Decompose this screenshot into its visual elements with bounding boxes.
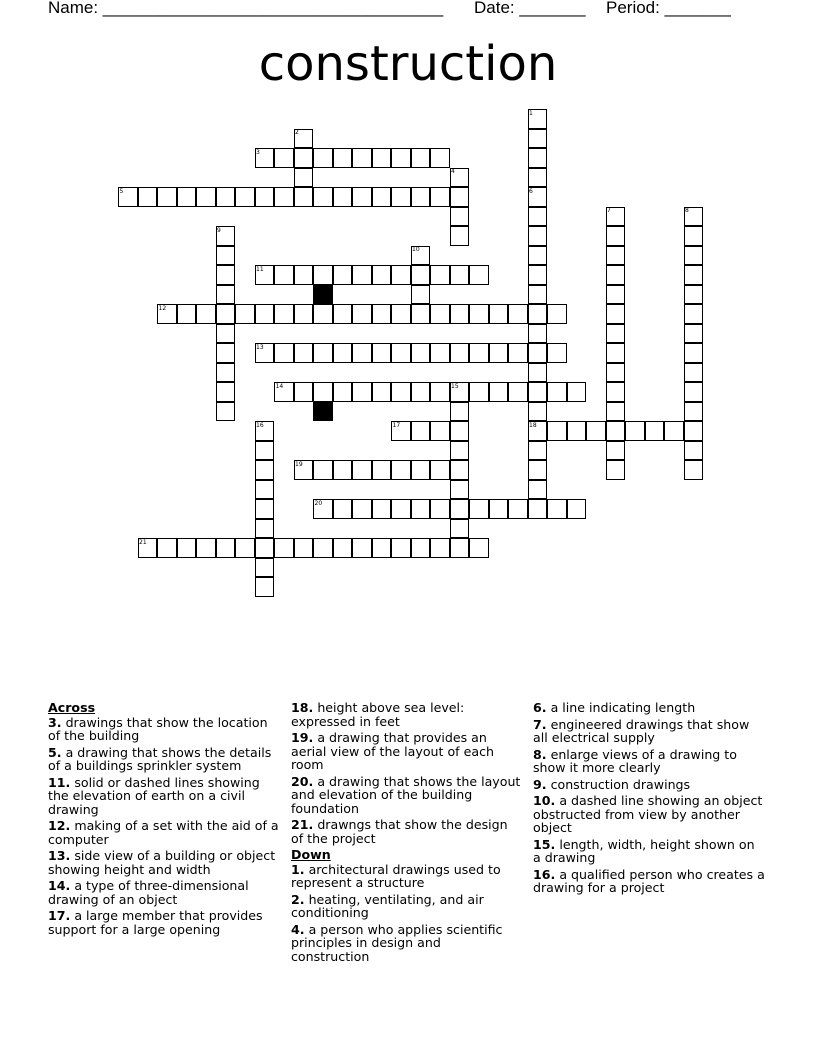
- clue-number: 11: [256, 265, 264, 273]
- clue-item-number: 21.: [291, 817, 314, 832]
- across-heading: Across: [48, 700, 96, 715]
- grid-cell[interactable]: [391, 304, 411, 324]
- grid-cell[interactable]: [684, 343, 704, 363]
- clue-item-text: drawngs that show the design of the project: [291, 817, 508, 846]
- grid-cell[interactable]: [274, 538, 294, 558]
- grid-cell[interactable]: [567, 382, 587, 402]
- grid-cell[interactable]: [528, 343, 548, 363]
- grid-cell[interactable]: [372, 148, 392, 168]
- grid-cell[interactable]: [450, 402, 470, 422]
- clue-item: [48, 849, 280, 876]
- grid-cell[interactable]: [430, 304, 450, 324]
- grid-cell[interactable]: [450, 421, 470, 441]
- clue-item-text: a large member that provides support for a large opening: [48, 908, 263, 937]
- grid-cell[interactable]: [352, 538, 372, 558]
- clue-item-text: a qualified person who creates a drawing for a project: [533, 866, 765, 895]
- clue-item-number: 15.: [533, 836, 556, 852]
- grid-cell[interactable]: [469, 538, 489, 558]
- grid-cell[interactable]: [528, 129, 548, 149]
- grid-cell[interactable]: [664, 421, 684, 441]
- grid-cell[interactable]: [547, 421, 567, 441]
- grid-cell[interactable]: [606, 460, 626, 480]
- grid-cell[interactable]: [606, 226, 626, 246]
- grid-cell[interactable]: [469, 265, 489, 285]
- clue-item-number: 8.: [533, 746, 547, 762]
- grid-cell[interactable]: [313, 304, 333, 324]
- grid-cell[interactable]: [528, 480, 548, 500]
- grid-cell[interactable]: [274, 265, 294, 285]
- grid-cell[interactable]: [450, 187, 470, 207]
- grid-cell[interactable]: [294, 148, 314, 168]
- clue-item: [533, 718, 765, 745]
- grid-cell[interactable]: [255, 441, 275, 461]
- clue-number: 2: [295, 129, 299, 136]
- grid-cell[interactable]: [352, 187, 372, 207]
- grid-cell[interactable]: [606, 363, 626, 383]
- grid-cell[interactable]: [196, 187, 216, 207]
- grid-cell[interactable]: [372, 343, 392, 363]
- grid-cell[interactable]: [255, 304, 275, 324]
- grid-cell[interactable]: [430, 382, 450, 402]
- clue-item-text: a person who applies scientific principles in design and construction: [291, 921, 503, 964]
- grid-cell[interactable]: [196, 304, 216, 324]
- grid-cell[interactable]: [411, 148, 431, 168]
- clue-item-text: heating, ventilating, and air conditioning: [291, 891, 484, 920]
- clue-item-number: 20.: [291, 773, 314, 789]
- clue-item-text: a dashed line showing an object obstructed from view by another object: [533, 793, 763, 835]
- grid-cell[interactable]: [684, 382, 704, 402]
- clue-item: [533, 838, 765, 865]
- clue-item: [48, 716, 280, 743]
- clue-item: [48, 746, 280, 773]
- grid-cell[interactable]: [547, 499, 567, 519]
- clue-item-text: a type of three-dimensional drawing of an object: [48, 878, 249, 907]
- grid-cell[interactable]: [177, 538, 197, 558]
- grid-cell[interactable]: [606, 265, 626, 285]
- grid-cell[interactable]: [528, 226, 548, 246]
- grid-cell[interactable]: [606, 285, 626, 305]
- grid-cell[interactable]: [684, 265, 704, 285]
- grid-cell[interactable]: [606, 324, 626, 344]
- grid-cell[interactable]: [528, 285, 548, 305]
- grid-cell[interactable]: [411, 382, 431, 402]
- clue-column-3: [533, 701, 765, 898]
- clue-column-1: [48, 701, 280, 939]
- clue-item-text: a drawing that shows the layout and elevation of the building foundation: [291, 773, 521, 816]
- clue-item: [48, 909, 280, 936]
- clue-number: 12: [158, 304, 167, 312]
- clue-item-text: a drawing that shows the details of a buildings sprinkler system: [48, 744, 272, 773]
- clue-number: 19: [295, 460, 303, 468]
- grid-cell[interactable]: [606, 343, 626, 363]
- clue-item: [291, 731, 523, 772]
- grid-cell[interactable]: [255, 499, 275, 519]
- puzzle-title: construction: [258, 36, 558, 92]
- grid-cell[interactable]: [274, 304, 294, 324]
- clue-item: [533, 794, 765, 835]
- grid-cell[interactable]: [684, 460, 704, 480]
- clue-item-text: enlarge views of a drawing to show it more clearly: [533, 746, 737, 775]
- grid-cell[interactable]: [606, 441, 626, 461]
- grid-cell[interactable]: [606, 382, 626, 402]
- grid-cell[interactable]: [469, 499, 489, 519]
- grid-cell[interactable]: [294, 343, 314, 363]
- grid-cell[interactable]: [528, 363, 548, 383]
- grid-cell[interactable]: [450, 226, 470, 246]
- grid-cell[interactable]: [528, 265, 548, 285]
- grid-cell[interactable]: [450, 499, 470, 519]
- grid-cell[interactable]: [333, 187, 353, 207]
- grid-cell[interactable]: [528, 207, 548, 227]
- grid-cell[interactable]: [313, 343, 333, 363]
- clue-item-number: 3.: [48, 714, 62, 730]
- grid-cell[interactable]: [274, 343, 294, 363]
- grid-cell[interactable]: [255, 519, 275, 539]
- grid-cell[interactable]: [586, 421, 606, 441]
- clue-item-number: 6.: [533, 700, 547, 715]
- grid-cell[interactable]: [294, 304, 314, 324]
- grid-cell[interactable]: [216, 324, 236, 344]
- grid-cell[interactable]: [430, 538, 450, 558]
- clue-number: 1: [529, 109, 533, 117]
- clue-item: [48, 819, 280, 846]
- clue-item-number: 18.: [291, 700, 314, 715]
- date-field-label[interactable]: Date: _______: [474, 0, 586, 17]
- grid-cell[interactable]: [391, 499, 411, 519]
- grid-cell[interactable]: [255, 460, 275, 480]
- clue-number: 5: [119, 187, 124, 195]
- grid-cell[interactable]: [606, 304, 626, 324]
- grid-cell[interactable]: [489, 343, 509, 363]
- grid-cell[interactable]: [313, 187, 333, 207]
- grid-cell[interactable]: [430, 460, 450, 480]
- grid-cell[interactable]: [450, 265, 470, 285]
- grid-cell[interactable]: [625, 421, 645, 441]
- grid-cell[interactable]: [528, 246, 548, 266]
- grid-cell[interactable]: [333, 460, 353, 480]
- clue-item-text: a line indicating length: [546, 700, 696, 715]
- grid-cell[interactable]: [489, 499, 509, 519]
- grid-cell[interactable]: [352, 499, 372, 519]
- grid-cell[interactable]: [216, 265, 236, 285]
- clue-column-2: [291, 701, 523, 966]
- clue-item-number: 7.: [533, 716, 547, 732]
- grid-cell[interactable]: [450, 207, 470, 227]
- grid-cell[interactable]: [235, 304, 255, 324]
- grid-cell[interactable]: [333, 499, 353, 519]
- grid-cell[interactable]: [547, 304, 567, 324]
- grid-cell[interactable]: [352, 148, 372, 168]
- grid-cell[interactable]: [372, 187, 392, 207]
- grid-cell[interactable]: [391, 187, 411, 207]
- grid-cell[interactable]: [528, 304, 548, 324]
- grid-cell[interactable]: [235, 538, 255, 558]
- grid-cell[interactable]: [469, 304, 489, 324]
- grid-cell[interactable]: [352, 382, 372, 402]
- grid-cell[interactable]: [411, 265, 431, 285]
- grid-cell[interactable]: [528, 402, 548, 422]
- grid-cell[interactable]: [684, 246, 704, 266]
- grid-cell[interactable]: [294, 265, 314, 285]
- grid-cell[interactable]: [216, 538, 236, 558]
- grid-cell[interactable]: [372, 538, 392, 558]
- grid-cell[interactable]: [684, 441, 704, 461]
- grid-cell[interactable]: [313, 265, 333, 285]
- clue-item-number: 14.: [48, 878, 71, 893]
- grid-cell[interactable]: [216, 304, 236, 324]
- clue-number: 3: [256, 148, 260, 156]
- grid-cell[interactable]: [333, 304, 353, 324]
- grid-cell[interactable]: [391, 538, 411, 558]
- grid-cell[interactable]: [606, 402, 626, 422]
- grid-cell[interactable]: [391, 343, 411, 363]
- grid-cell[interactable]: [352, 265, 372, 285]
- grid-cell[interactable]: [333, 382, 353, 402]
- grid-cell[interactable]: [157, 538, 177, 558]
- grid-cell[interactable]: [274, 148, 294, 168]
- grid-cell[interactable]: [411, 421, 431, 441]
- grid-cell[interactable]: [684, 402, 704, 422]
- grid-cell[interactable]: [528, 460, 548, 480]
- grid-cell[interactable]: [684, 304, 704, 324]
- clue-item-text: height above sea level: expressed in feet: [291, 700, 465, 729]
- grid-cell[interactable]: [684, 363, 704, 383]
- down-heading: Down: [291, 847, 331, 862]
- clue-item-text: length, width, height shown on a drawing: [533, 836, 755, 865]
- grid-cell[interactable]: [547, 343, 567, 363]
- grid-black-cell: [313, 285, 333, 305]
- clue-item: [533, 868, 765, 895]
- grid-cell[interactable]: [391, 382, 411, 402]
- clue-item-text: making of a set with the aid of a computer: [48, 818, 279, 847]
- clue-item-number: 4.: [291, 921, 305, 937]
- grid-cell[interactable]: [430, 499, 450, 519]
- grid-cell[interactable]: [294, 538, 314, 558]
- grid-cell[interactable]: [450, 441, 470, 461]
- grid-cell[interactable]: [333, 148, 353, 168]
- grid-cell[interactable]: [606, 246, 626, 266]
- clue-item: [291, 863, 523, 890]
- clue-item-number: 16.: [533, 866, 556, 882]
- grid-cell[interactable]: [196, 538, 216, 558]
- clue-item-text: solid or dashed lines showing the elevation of earth on a civil drawing: [48, 774, 260, 817]
- grid-cell[interactable]: [528, 382, 548, 402]
- grid-cell[interactable]: [352, 343, 372, 363]
- grid-cell[interactable]: [391, 148, 411, 168]
- grid-cell[interactable]: [138, 187, 158, 207]
- grid-cell[interactable]: [508, 343, 528, 363]
- grid-cell[interactable]: [450, 538, 470, 558]
- clue-number: 16: [256, 421, 264, 429]
- grid-cell[interactable]: [411, 343, 431, 363]
- grid-cell[interactable]: [606, 421, 626, 441]
- grid-cell[interactable]: [216, 402, 236, 422]
- clue-number: 20: [314, 499, 323, 507]
- clue-number: 10: [412, 246, 420, 253]
- grid-cell[interactable]: [372, 304, 392, 324]
- clue-item-text: a drawing that provides an aerial view of the layout of each room: [291, 730, 494, 772]
- clue-number: 4: [451, 168, 455, 175]
- grid-cell[interactable]: [645, 421, 665, 441]
- grid-cell[interactable]: [411, 285, 431, 305]
- grid-cell[interactable]: [274, 187, 294, 207]
- grid-cell[interactable]: [333, 538, 353, 558]
- grid-cell[interactable]: [216, 285, 236, 305]
- clue-number: 13: [256, 343, 264, 351]
- clue-number: 14: [275, 382, 284, 390]
- grid-cell[interactable]: [684, 226, 704, 246]
- clue-item: [533, 778, 765, 792]
- clue-item: [291, 701, 523, 728]
- grid-cell[interactable]: [235, 187, 255, 207]
- grid-cell[interactable]: [469, 343, 489, 363]
- grid-cell[interactable]: [333, 343, 353, 363]
- grid-cell[interactable]: [508, 304, 528, 324]
- grid-cell[interactable]: [216, 187, 236, 207]
- grid-cell[interactable]: [684, 285, 704, 305]
- clue-item-number: 13.: [48, 848, 71, 863]
- grid-cell[interactable]: [216, 363, 236, 383]
- clue-number: 9: [217, 226, 221, 234]
- grid-cell[interactable]: [684, 324, 704, 344]
- grid-cell[interactable]: [352, 460, 372, 480]
- grid-cell[interactable]: [216, 343, 236, 363]
- grid-cell[interactable]: [567, 499, 587, 519]
- grid-cell[interactable]: [411, 187, 431, 207]
- grid-cell[interactable]: [450, 480, 470, 500]
- grid-cell[interactable]: [255, 558, 275, 578]
- grid-cell[interactable]: [216, 382, 236, 402]
- grid-cell[interactable]: [547, 382, 567, 402]
- grid-cell[interactable]: [255, 538, 275, 558]
- clue-number: 8: [685, 207, 689, 214]
- clue-item-number: 1.: [291, 861, 305, 877]
- clue-item-number: 5.: [48, 744, 62, 760]
- grid-cell[interactable]: [450, 343, 470, 363]
- name-field-label[interactable]: Name: ____________________________________: [48, 0, 444, 17]
- grid-cell[interactable]: [489, 382, 509, 402]
- grid-cell[interactable]: [391, 265, 411, 285]
- grid-cell[interactable]: [430, 265, 450, 285]
- clue-item: [291, 923, 523, 964]
- grid-cell[interactable]: [411, 538, 431, 558]
- clue-item-number: 17.: [48, 908, 71, 923]
- grid-cell[interactable]: [430, 148, 450, 168]
- grid-cell[interactable]: [469, 382, 489, 402]
- clue-item: [533, 748, 765, 775]
- grid-cell[interactable]: [177, 187, 197, 207]
- grid-cell[interactable]: [313, 460, 333, 480]
- clue-item-text: side view of a building or object showing height and width: [48, 848, 276, 877]
- clue-item-text: drawings that show the location of the building: [48, 714, 268, 743]
- grid-cell[interactable]: [255, 577, 275, 597]
- clue-item-text: engineered drawings that show all electrical supply: [533, 716, 750, 745]
- clue-item: [291, 818, 523, 845]
- clue-item-number: 9.: [533, 776, 547, 792]
- clue-number: 17: [392, 421, 401, 429]
- grid-cell[interactable]: [450, 519, 470, 539]
- grid-cell[interactable]: [430, 421, 450, 441]
- clue-item-number: 11.: [48, 774, 71, 790]
- grid-cell[interactable]: [255, 187, 275, 207]
- clue-item-text: architectural drawings used to represent a structure: [291, 861, 501, 890]
- grid-cell[interactable]: [372, 460, 392, 480]
- grid-cell[interactable]: [294, 187, 314, 207]
- clue-item-number: 10.: [533, 793, 556, 808]
- grid-cell[interactable]: [255, 480, 275, 500]
- clue-item: [48, 879, 280, 906]
- grid-cell[interactable]: [372, 382, 392, 402]
- grid-cell[interactable]: [430, 187, 450, 207]
- grid-cell[interactable]: [411, 499, 431, 519]
- grid-cell[interactable]: [450, 304, 470, 324]
- clue-item-number: 12.: [48, 818, 71, 833]
- grid-cell[interactable]: [313, 382, 333, 402]
- clue-number: 18: [529, 421, 537, 429]
- grid-cell[interactable]: [528, 148, 548, 168]
- grid-cell[interactable]: [294, 168, 314, 188]
- grid-cell[interactable]: [372, 499, 392, 519]
- grid-cell[interactable]: [528, 168, 548, 188]
- clue-item: [291, 775, 523, 816]
- grid-cell[interactable]: [372, 265, 392, 285]
- clue-item-number: 2.: [291, 891, 305, 907]
- grid-cell[interactable]: [216, 246, 236, 266]
- grid-cell[interactable]: [508, 382, 528, 402]
- clue-item: [533, 701, 765, 715]
- clue-number: 7: [607, 207, 611, 214]
- grid-cell[interactable]: [508, 499, 528, 519]
- grid-cell[interactable]: [528, 324, 548, 344]
- grid-cell[interactable]: [391, 460, 411, 480]
- grid-cell[interactable]: [294, 382, 314, 402]
- clue-item-number: 19.: [291, 730, 314, 745]
- grid-cell[interactable]: [450, 460, 470, 480]
- grid-cell[interactable]: [567, 421, 587, 441]
- grid-cell[interactable]: [313, 148, 333, 168]
- period-field-label[interactable]: Period: _______: [606, 0, 731, 17]
- grid-cell[interactable]: [177, 304, 197, 324]
- clue-number: 21: [139, 538, 147, 546]
- grid-black-cell: [313, 402, 333, 422]
- grid-cell[interactable]: [489, 304, 509, 324]
- clue-number: 15: [451, 382, 459, 390]
- grid-cell[interactable]: [352, 304, 372, 324]
- grid-cell[interactable]: [313, 538, 333, 558]
- clue-number: 6: [529, 187, 533, 195]
- grid-cell[interactable]: [684, 421, 704, 441]
- grid-cell[interactable]: [333, 265, 353, 285]
- grid-cell[interactable]: [157, 187, 177, 207]
- clue-item-text: construction drawings: [546, 776, 691, 792]
- grid-cell[interactable]: [411, 460, 431, 480]
- grid-cell[interactable]: [411, 304, 431, 324]
- clue-item: [291, 893, 523, 920]
- grid-cell[interactable]: [430, 343, 450, 363]
- clue-item: [48, 776, 280, 817]
- grid-cell[interactable]: [528, 441, 548, 461]
- grid-cell[interactable]: [528, 499, 548, 519]
